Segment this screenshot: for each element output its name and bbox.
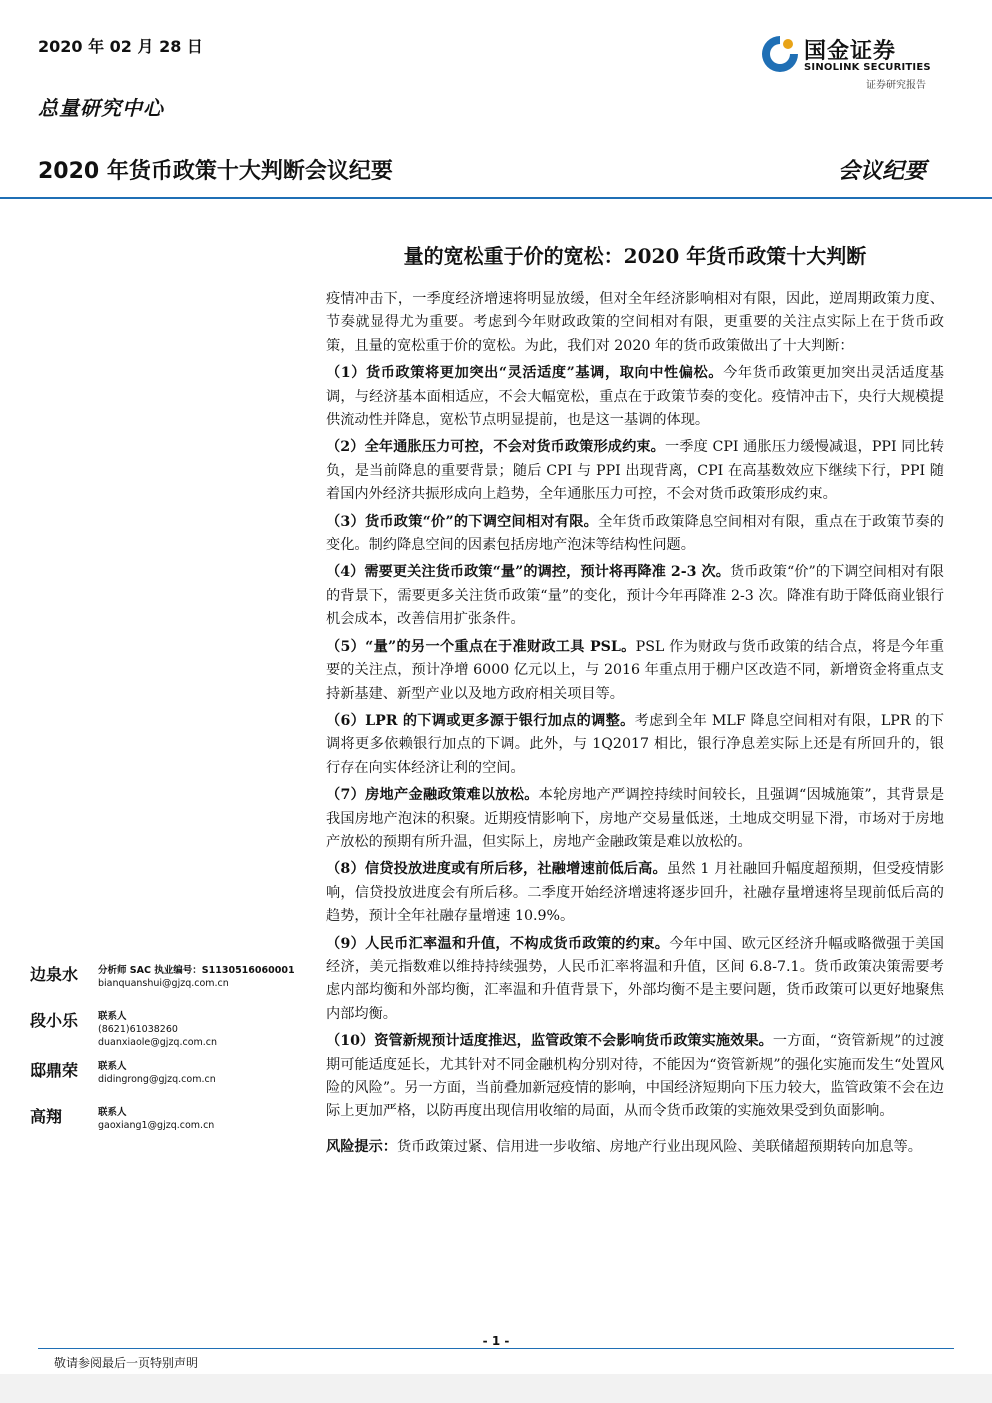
analyst-info — [98, 1106, 214, 1132]
analyst-email[interactable]: bianquanshui@gjzq.com.cn — [98, 978, 229, 989]
point-heading: （1）货币政策将更加突出“灵活适度”基调，取向中性偏松。 — [326, 365, 724, 382]
point-paragraph — [326, 561, 944, 631]
point-text: 一季度 CPI 通胀压力缓慢减退，PPI 同比转负，是当前降息的重要背景；随后 CPI 与 PPI 出现背离，CPI 在高基数效应下继续下行，PPI 随着国内外经济共振形成向上趋势，全年通胀压力可控，不会对货币政策形成约束。 — [326, 439, 945, 503]
point-text: 今年货币政策更加突出灵活适度基调，与经济基本面相适应，不会大幅宽松，重点在于政策节奏的变化。疫情冲击下，央行大规模提供流动性并降息，宽松节点明显提前，也是这一基调的体现。 — [326, 365, 944, 429]
analyst-entry — [30, 1008, 320, 1058]
analyst-name: 段小乐 — [30, 1011, 79, 1030]
risk-label: 风险提示： — [326, 1138, 397, 1155]
point-paragraph — [326, 636, 944, 706]
report-type: 会议纪要 — [838, 159, 927, 184]
analyst-role: 联系人 — [98, 1107, 127, 1118]
analyst-email[interactable]: duanxiaole@gjzq.com.cn — [98, 1037, 218, 1048]
point-paragraph — [326, 933, 944, 1027]
point-text: 一方面，“资管新规”的过渡期可能适度延长，尤其针对不同金融机构分别对待，不能因为“资管新规”的强化实施而发生“处置风险的风险”。另一方面，当前叠加新冠疫情的影响，中国经济短期向下压力较大，监管政策不会在边际上更加严格，以防再度出现信用收缩的局面，从而令货币政策的实施效果受到负面影响。 — [326, 1033, 945, 1120]
point-paragraph — [326, 1030, 944, 1124]
point-text: 考虑到全年 MLF 降息空间相对有限，LPR 的下调将更多依赖银行加点的下调。此外，与 1Q2017 相比，银行净息差实际上还是有所回升的，银行存在向实体经济让利的空间。 — [326, 712, 944, 776]
logo-emblem-icon — [758, 32, 802, 76]
company-logo — [758, 30, 958, 90]
point-paragraph — [326, 511, 944, 558]
logo-name-en: SINOLINK SECURITIES — [804, 62, 931, 73]
point-paragraph — [326, 710, 944, 780]
point-text: PSL 作为财政与货币政策的结合点，将是今年重要的关注点，预计净增 6000 亿元以上，与 2016 年重点用于棚户区改造不同，新增资金将重点支持新基建、新型产业以及地方政府相关项目等。 — [326, 638, 945, 702]
header-divider — [0, 197, 992, 199]
analyst-info — [98, 1060, 216, 1086]
analyst-role: 分析师 SAC 执业编号：S1130516060001 — [98, 965, 295, 976]
intro-paragraph: 疫情冲击下，一季度经济增速将明显放缓，但对全年经济影响相对有限，因此，逆周期政策力度、节奏就显得尤为重要。考虑到今年财政政策的空间相对有限，更重要的关注点实际上在于货币政策，且量的宽松重于价的宽松。为此，我们对 2020 年的货币政策做出了十大判断： — [326, 291, 944, 354]
analyst-phone: (8621)61038260 — [98, 1024, 178, 1035]
point-heading: （9）人民币汇率温和升值，不构成货币政策的约束。 — [326, 935, 670, 952]
analyst-email[interactable]: didingrong@gjzq.com.cn — [98, 1074, 216, 1085]
report-title: 2020 年货币政策十大判断会议纪要 — [38, 159, 393, 184]
point-paragraph — [326, 784, 944, 854]
point-text: 本轮房地产严调控持续时间较长，且强调“因城施策”，其背景是我国房地产泡沫的积聚。近期疫情影响下，房地产交易量低迷，土地成交明显下滑，市场对于房地产放松的预期有所升温，但实际上，房地产金融政策是难以放松的。 — [326, 787, 945, 850]
point-text: 货币政策“价”的下调空间相对有限的背景下，需要更多关注货币政策“量”的变化，预计今年再降准 2-3 次。降准有助于降低商业银行机会成本，改善信用扩张条件。 — [326, 564, 944, 628]
analyst-info — [98, 1010, 217, 1049]
point-paragraph — [326, 858, 944, 928]
point-heading: （4）需要更关注货币政策“量”的调控，预计将再降准 2-3 次。 — [326, 564, 730, 581]
page-number: - 1 - — [482, 1334, 510, 1348]
analyst-entry — [30, 1104, 320, 1150]
analyst-role: 联系人 — [98, 1061, 127, 1072]
department-name: 总量研究中心 — [38, 96, 164, 120]
point-paragraph — [326, 436, 944, 506]
body-text — [326, 288, 944, 1163]
analyst-name: 高翔 — [30, 1107, 63, 1126]
footer-band — [0, 1374, 992, 1403]
point-paragraph — [326, 362, 944, 432]
point-heading: （7）房地产金融政策难以放松。 — [326, 787, 539, 804]
logo-name-cn: 国金证券 — [804, 39, 897, 64]
point-heading: （8）信贷投放进度或有所后移，社融增速前低后高。 — [326, 861, 667, 878]
analyst-info — [98, 964, 295, 990]
point-text: 今年中国、欧元区经济升幅或略微强于美国经济，美元指数难以维持持续强势，人民币汇率将温和升值，区间 6.8-7.1。货币政策决策需要考虑内部均衡和外部均衡，汇率温和升值背景下，外部均衡不是主要问题，货币政策可以更好地聚焦内部均衡。 — [326, 935, 944, 1022]
report-date: 2020 年 02 月 28 日 — [38, 37, 203, 56]
point-heading: （5）“量”的另一个重点在于准财政工具 PSL。 — [326, 638, 636, 655]
analyst-email[interactable]: gaoxiang1@gjzq.com.cn — [98, 1120, 215, 1131]
analyst-entry — [30, 962, 320, 1008]
footer-disclaimer-note: 敬请参阅最后一页特别声明 — [54, 1356, 199, 1370]
analyst-role: 联系人 — [98, 1011, 127, 1022]
risk-paragraph — [326, 1136, 944, 1159]
risk-text: 货币政策过紧、信用进一步收缩、房地产行业出现风险、美联储超预期转向加息等。 — [396, 1138, 922, 1155]
point-heading: （3）货币政策“价”的下调空间相对有限。 — [326, 513, 599, 530]
analyst-entry — [30, 1058, 320, 1104]
main-heading: 量的宽松重于价的宽松：2020 年货币政策十大判断 — [403, 244, 867, 268]
logo-subtitle: 证券研究报告 — [866, 80, 926, 91]
point-heading: （10）资管新规预计适度推迟，监管政策不会影响货币政策实施效果。 — [326, 1033, 773, 1050]
point-heading: （2）全年通胀压力可控，不会对货币政策形成约束。 — [326, 439, 665, 456]
footer-divider — [38, 1348, 954, 1349]
point-text: 全年货币政策降息空间相对有限，重点在于政策节奏的变化。制约降息空间的因素包括房地产泡沫等结构性问题。 — [326, 513, 944, 554]
point-text: 虽然 1 月社融回升幅度超预期，但受疫情影响，信贷投放进度会有所后移。二季度开始经济增速将逐步回升，社融存量增速将呈现前低后高的趋势，预计全年社融存量增速 10.9%。 — [326, 861, 944, 925]
analyst-name: 邸鼎荣 — [30, 1061, 79, 1080]
analyst-name: 边泉水 — [30, 965, 79, 984]
analyst-list — [30, 962, 320, 1150]
point-heading: （6）LPR 的下调或更多源于银行加点的调整。 — [326, 712, 635, 729]
